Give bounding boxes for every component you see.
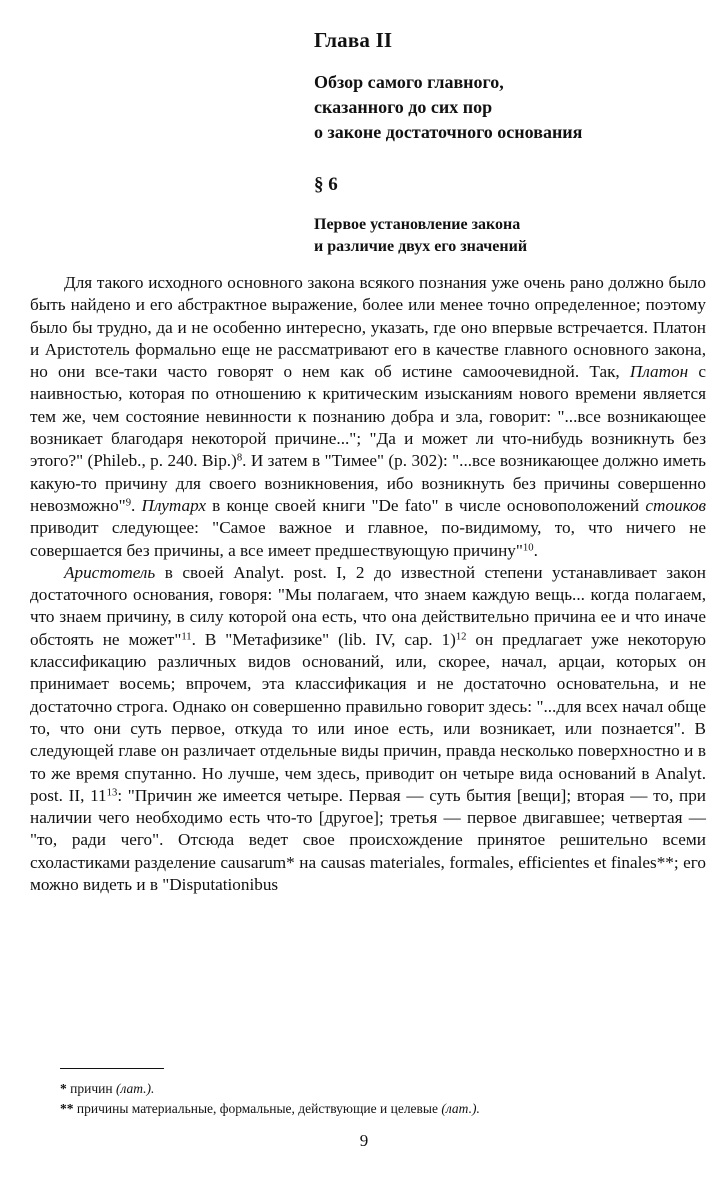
footnote-mark: **	[60, 1101, 74, 1116]
chapter-title: Глава II	[314, 28, 393, 52]
italic-text: Плутарх	[141, 495, 206, 515]
italic-text: Аристотель	[64, 562, 156, 582]
italic-text: Платон	[629, 362, 689, 382]
body-paragraph	[30, 562, 706, 896]
footnote	[60, 1099, 700, 1119]
italic-text: стоиков	[645, 495, 707, 515]
footnote-language-note: (лат.).	[441, 1101, 480, 1116]
footnotes	[60, 1079, 700, 1119]
section-title-line: Первое установление закона	[314, 216, 521, 233]
text-run: : "Причин же имеется четыре. Первая — суть бытия [вещи]; вторая — то, при наличии чего необходимо есть что-то [другое]; третья — первое двигавшее; четвертая — "то, ради чего". Отсюда ведет свое происхождение принятое решительно всеми схоластиками разделение causarum* на causas materiales, formales, efficientes et finales**; его можно видеть и в "Disputationibus	[30, 785, 707, 895]
chapter-subtitle	[314, 70, 714, 145]
footnote-reference: 9	[125, 497, 132, 509]
text-run: Для такого исходного основного закона всякого познания уже очень рано должно было быть найдено и его абстрактное выражение, более или менее точно определенное; поэтому было бы трудно, да и не особенно интересно, указать, где оно впервые встречается. Платон и Аристотель формально еще не рассматривают его в качестве главного основного закона, но они все-таки часто говорят о нем как об истине самоочевидной. Так,	[30, 273, 706, 382]
section-title	[314, 214, 714, 258]
footnote-text: причины материальные, формальные, действующие и целевые	[76, 1101, 438, 1116]
text-run: с наивностью, которая по отношению к критическим изысканиям нового времени является тем же, чем состояние невинности к познанию добра и зла, говорит: "...все возникающее возникает благодаря некоторой причине..."; "Да и может ли что-нибудь возникнуть без этого?" (Phileb., p. 240. Bip.)	[30, 362, 706, 471]
section-number: § 6	[314, 174, 338, 195]
section-title-line: и различие двух его значений	[314, 238, 528, 255]
footnote-reference: 13	[106, 787, 118, 799]
chapter-subtitle-line: о законе достаточного основания	[314, 122, 583, 142]
chapter-subtitle-line: Обзор самого главного,	[314, 72, 504, 92]
text-run: в конце своей книги "De fato" в числе основоположений	[205, 495, 646, 515]
body-paragraph	[30, 272, 706, 562]
footnote-reference: 10	[522, 542, 534, 554]
footnote-divider	[60, 1068, 164, 1069]
text-run: .	[533, 540, 538, 560]
text-run: в своей Analyt. post. I, 2 до известной степени устанавливает закон достаточного основания, говоря: "Мы полагаем, что знаем каждую вещь... когда полагаем, что знаем причину, в силу которой она есть, что она действительно причина ее и что иначе обстоять не может"	[30, 562, 706, 649]
footnote	[60, 1079, 700, 1099]
text-run: приводит следующее: "Самое важное и главное, по-видимому, то, что ничего не совершается без причины, а все имеет предшествующую причину"	[30, 518, 706, 560]
text-run: .	[131, 495, 142, 515]
footnote-reference: 12	[455, 631, 467, 643]
text-run: . И затем в "Тимее" (p. 302): "...все возникающее должно иметь какую-то причину для своего возникновения, ибо возникнуть без причины совершенно невозможно"	[30, 451, 706, 515]
chapter-subtitle-line: сказанного до сих пор	[314, 97, 493, 117]
body-text	[30, 272, 706, 896]
text-run: . В "Метафизике" (lib. IV, cap. 1)	[191, 629, 456, 649]
page-number: 9	[359, 1131, 369, 1150]
footnote-language-note: (лат.).	[115, 1081, 155, 1096]
footnote-text: причин	[70, 1081, 113, 1096]
text-run: он предлагает уже некоторую классификацию различных видов оснований, или, скорее, начал, арцаи, которых он принимает восемь; впрочем, эта классификация и не достаточно основательна, и не достаточно строга. Однако он совершенно правильно говорит здесь: "...для всех начал обще то, что они суть первое, откуда то или иное есть, или возникает, или познается". В следующей главе он различает отдельные виды причин, правда несколько поверхностно и в то же время спутанно. Но лучше, чем здесь, приводит он четыре вида оснований в Analyt. post. II, 11	[30, 629, 707, 805]
footnote-mark: *	[60, 1081, 67, 1096]
footnote-reference: 11	[181, 631, 192, 643]
footnote-reference: 8	[236, 453, 243, 465]
